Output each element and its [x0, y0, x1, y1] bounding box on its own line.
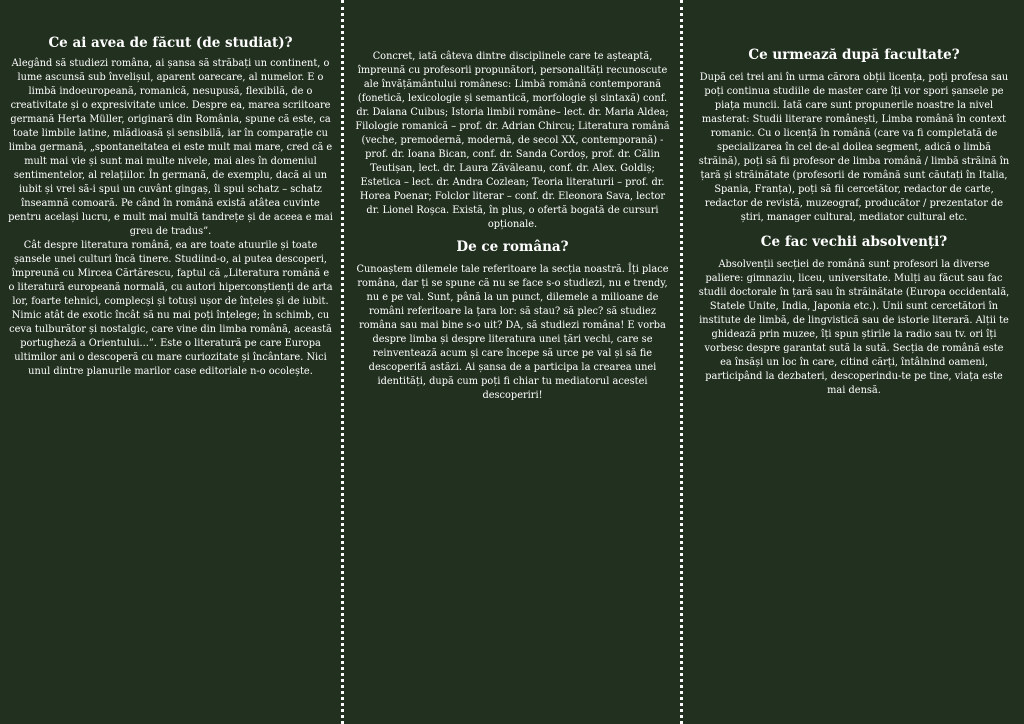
column-after-graduation [684, 0, 1024, 724]
heading-after-faculty: Ce urmează după facultate? [748, 47, 960, 63]
heading-why-romanian: De ce româna? [456, 239, 569, 255]
column-study [0, 0, 341, 724]
paragraph-career-options: După cei trei ani în urma cărora obții licența, poți profesa sau poți continua studiile de master care îți vor spori șansele pe piața muncii. Iată care sunt propunerile noastre la nivel masterat: Studii literare românești, Limba română în context romanic. Cu o licență în română (care va fi completată de specializarea în cel de-al doilea segment, adică o limbă străină), poți să fii profesor de limba română / limbă străină în țară și străinătate (profesorii de română sunt căutați în Italia, Spania, Franța), poți să fii cercetător, redactor de carte, redactor de revistă, muzeograf, producător / prezentator de știri, manager cultural, mediator cultural etc. [698, 72, 1010, 223]
column-why-romanian [345, 0, 680, 724]
paragraph-disciplines: Concret, iată câteva dintre disciplinele care te așteaptă, împreună cu profesorii propunători, personalități recunoscute ale învățământului românesc: Limbă română contemporană (fonetică, lexicologie și semantică, morfologie și sintaxă) conf. dr. Daiana Cuibus; Istoria limbii române– lect. dr. Maria Aldea; Filologie romanică – prof. dr. Adrian Chircu; Literatura română (veche, premodernă, modernă, de secol XX, contemporană) - prof. dr. Ioana Bican, conf. dr. Sanda Cordoș, prof. dr. Călin Teutișan, lect. dr. Laura Zăvăleanu, conf. dr. Alex. Goldiș; Estetica – lect. dr. Andra Cozlean; Teoria literaturii – prof. dr. Horea Poenar; Folclor literar – conf. dr. Eleonora Sava, lector dr. Lionel Roșca. Există, în plus, o ofertă bogată de cursuri opționale. [355, 51, 670, 230]
paragraph-alumni: Absolvenții secției de română sunt profesori la diverse paliere: gimnaziu, liceu, universitate. Mulți au făcut sau fac studii doctorale în țară sau în străinătate (Europa occidentală, Statele Unite, India, Japonia etc.). Unii sunt cercetători în institute de limbă, de lingvistică sau de istorie literară. Alții te ghidează prin muzee, îți spun știrile la radio sau tv. ori îți vorbesc despre garantat sută la sută. Secția de română este ea însăși un loc în care, citind cărți, întâlnind oameni, participând la dezbateri, descoperindu-te pe tine, viața este mai densă. [698, 259, 1010, 396]
dotted-divider-right [680, 0, 683, 724]
dotted-divider-left [341, 0, 344, 724]
paragraph-romanian-literature: Cât despre literatura română, ea are toate atuurile și toate șansele unei culturi încă tinere. Studiind-o, ai putea descoperi, împreună cu Mircea Cărtărescu, faptul că „Literatura română e o literatură europeană normală, cu autori hiperconștienți de arta lor, foarte tehnici, complecși și totuși ușor de înțeles și de iubit. Nimic atât de exotic încât să nu mai poți înțelege; în schimb, cu ceva tulburător și nostalgic, care vine din limba română, această portugheză a Orientului...”. Este o literatură pe care Europa ultimilor ani o descoperă cu mare curiozitate și încântare. Nici unul dintre planurile marilor case editoriale n-o ocolește. [8, 240, 333, 377]
heading-what-to-study: Ce ai avea de făcut (de studiat)? [48, 35, 293, 51]
paragraph-dilemmas: Cunoaștem dilemele tale referitoare la secția noastră. Îți place româna, dar ți se spune că nu se face s-o studiezi, nu e trendy, nu e pe val. Sunt, până la un punct, dilemele a milioane de români referitoare la țara lor: să stau? să plec? să studiez româna sau mai bine s-o uit? DA, să studiezi româna! E vorba despre limba și despre literatura unei țări vechi, care se reinventează acum și care începe să urce pe val și să fie descoperită astăzi. Ai șansa de a participa la crearea unei identități, după cum poți fi chiar tu mediatorul acestei descoperiri! [356, 264, 669, 401]
heading-alumni: Ce fac vechii absolvenți? [760, 234, 948, 250]
paragraph-romanian-language: Alegând să studiezi româna, ai șansa să străbați un continent, o lume ascunsă sub învelișul, aparent oarecare, al numelor. E o limbă indoeuropeană, romanică, nesupusă, flexibilă, de o creativitate și o expresivitate unice. Despre ea, marea scriitoare germană Herta Müller, originară din România, spune că este, ca toate limbile latine, mlădioasă și sensibilă, iar în comparație cu limba germană, „spontaneitatea ei este mult mai mare, cred că e mult mai vie și sunt mai multe nivele, mai ales în domeniul sentimentelor, al relațiilor. În germană, de exemplu, dacă ai un iubit și vrei să-i spui un cuvânt gingaș, îi spui schatz – schatz înseamnă comoară. Pe când în română există atâtea cuvinte pentru același lucru, e mult mai multă tandrețe și de aceea e mai greu de tradus”. [8, 58, 333, 237]
